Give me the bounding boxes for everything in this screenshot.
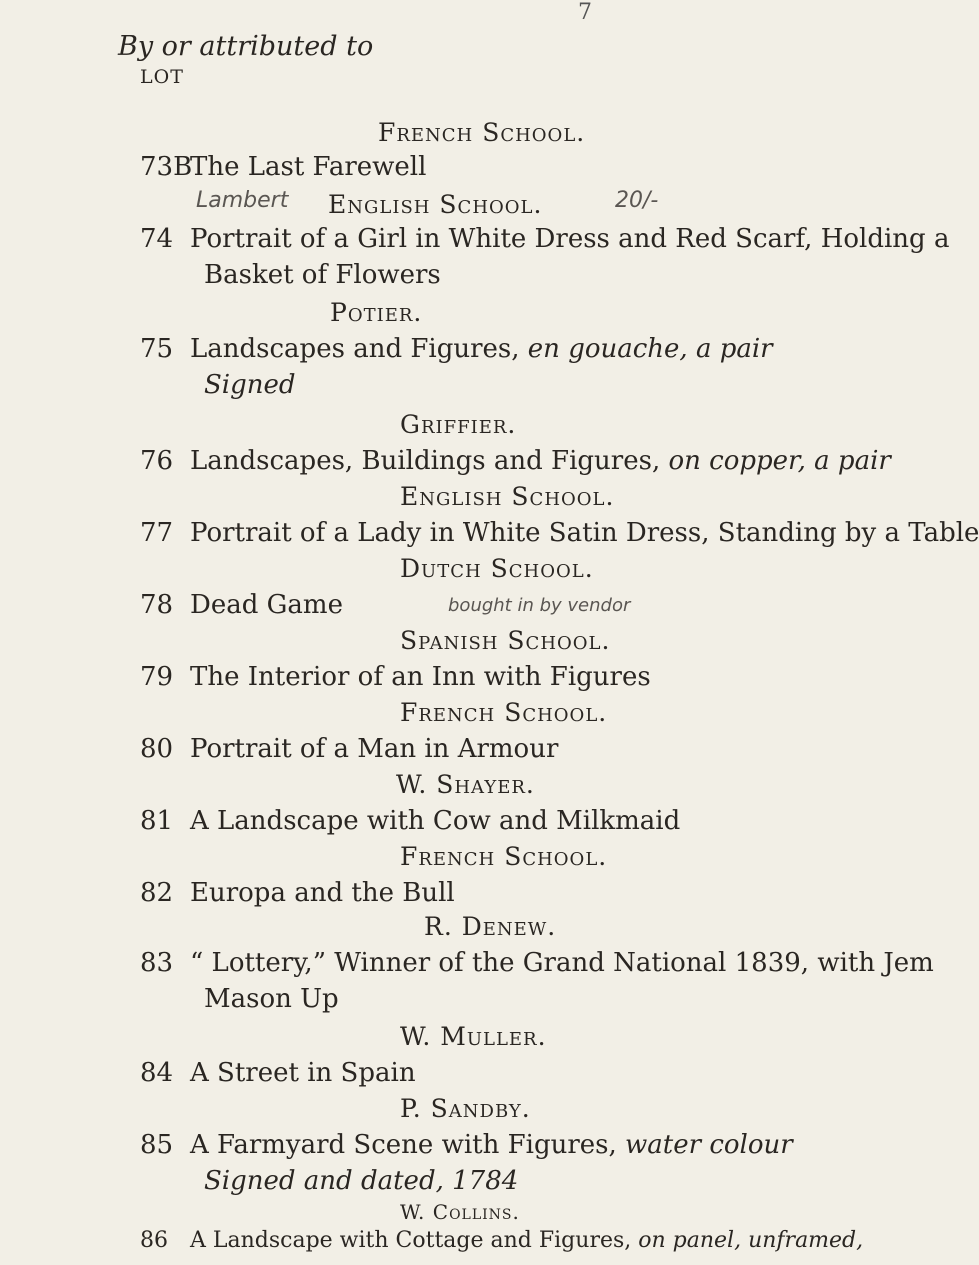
- lot-signed-note: Signed: [204, 370, 296, 400]
- lot-medium: on panel, unframed,: [638, 1228, 864, 1253]
- lot-title: Portrait of a Man in Armour: [190, 734, 559, 764]
- school-attribution: French School.: [400, 842, 608, 871]
- school-attribution: W. Muller.: [400, 1022, 547, 1051]
- handwritten-price-note: 20/-: [615, 188, 659, 213]
- school-attribution: English School.: [400, 482, 615, 511]
- lot-number: 77: [140, 518, 174, 548]
- lot-title: The Interior of an Inn with Figures: [190, 662, 651, 692]
- lot-title-text: Landscapes and Figures,: [190, 334, 528, 364]
- school-attribution: Griffier.: [400, 410, 517, 439]
- lot-medium: on copper, a pair: [668, 446, 891, 476]
- lot-number: 73B: [140, 152, 193, 182]
- lot-title: A Street in Spain: [190, 1058, 416, 1088]
- lot-title: [190, 334, 773, 364]
- lot-number: 80: [140, 734, 174, 764]
- school-attribution: English School.: [328, 190, 543, 219]
- page-mark: 7: [578, 0, 592, 25]
- lot-signed-note: Signed and dated, 1784: [204, 1166, 519, 1196]
- lot-title: “ Lottery,” Winner of the Grand National 1839, with Jem: [190, 948, 934, 978]
- school-attribution: Dutch School.: [400, 554, 594, 583]
- school-attribution: French School.: [400, 698, 608, 727]
- lot-title: Portrait of a Girl in White Dress and Red Scarf, Holding a: [190, 224, 950, 254]
- lot-number: 81: [140, 806, 174, 836]
- lot-medium: water colour: [625, 1130, 793, 1160]
- lot-title-continued: Mason Up: [204, 984, 339, 1014]
- lot-number: 82: [140, 878, 174, 908]
- lot-title: Portrait of a Lady in White Satin Dress, Standing by a Table: [190, 518, 979, 548]
- lot-number: 76: [140, 446, 174, 476]
- lot-title-text: A Landscape with Cottage and Figures,: [190, 1228, 639, 1253]
- lot-number: 84: [140, 1058, 174, 1088]
- lot-number: 78: [140, 590, 174, 620]
- lot-number: 79: [140, 662, 174, 692]
- school-attribution: P. Sandby.: [400, 1094, 531, 1123]
- lot-medium: en gouache, a pair: [527, 334, 773, 364]
- lot-column-label: LOT: [140, 66, 184, 88]
- school-attribution: French School.: [378, 118, 586, 147]
- lot-title-text: Landscapes, Buildings and Figures,: [190, 446, 669, 476]
- lot-title: [190, 1130, 793, 1160]
- lot-title: Europa and the Bull: [190, 878, 455, 908]
- lot-title: Dead Game: [190, 590, 343, 620]
- lot-number: 75: [140, 334, 174, 364]
- lot-number: 74: [140, 224, 174, 254]
- lot-title: The Last Farewell: [190, 152, 427, 182]
- lot-title: [190, 1228, 863, 1253]
- page-heading: By or attributed to: [118, 31, 374, 62]
- school-attribution: Spanish School.: [400, 626, 611, 655]
- lot-number: 85: [140, 1130, 174, 1160]
- handwritten-buyer-note: Lambert: [196, 188, 289, 213]
- lot-number: 83: [140, 948, 174, 978]
- school-attribution: R. Denew.: [424, 912, 557, 941]
- school-attribution: W. Collins.: [400, 1200, 520, 1224]
- lot-title: A Landscape with Cow and Milkmaid: [190, 806, 681, 836]
- lot-title-text: A Farmyard Scene with Figures,: [190, 1130, 626, 1160]
- lot-number: 86: [140, 1228, 168, 1253]
- school-attribution: W. Shayer.: [396, 770, 535, 799]
- school-attribution: Potier.: [330, 298, 423, 327]
- lot-title: [190, 446, 891, 476]
- handwritten-vendor-note: bought in by vendor: [448, 595, 631, 616]
- lot-title-continued: Basket of Flowers: [204, 260, 441, 290]
